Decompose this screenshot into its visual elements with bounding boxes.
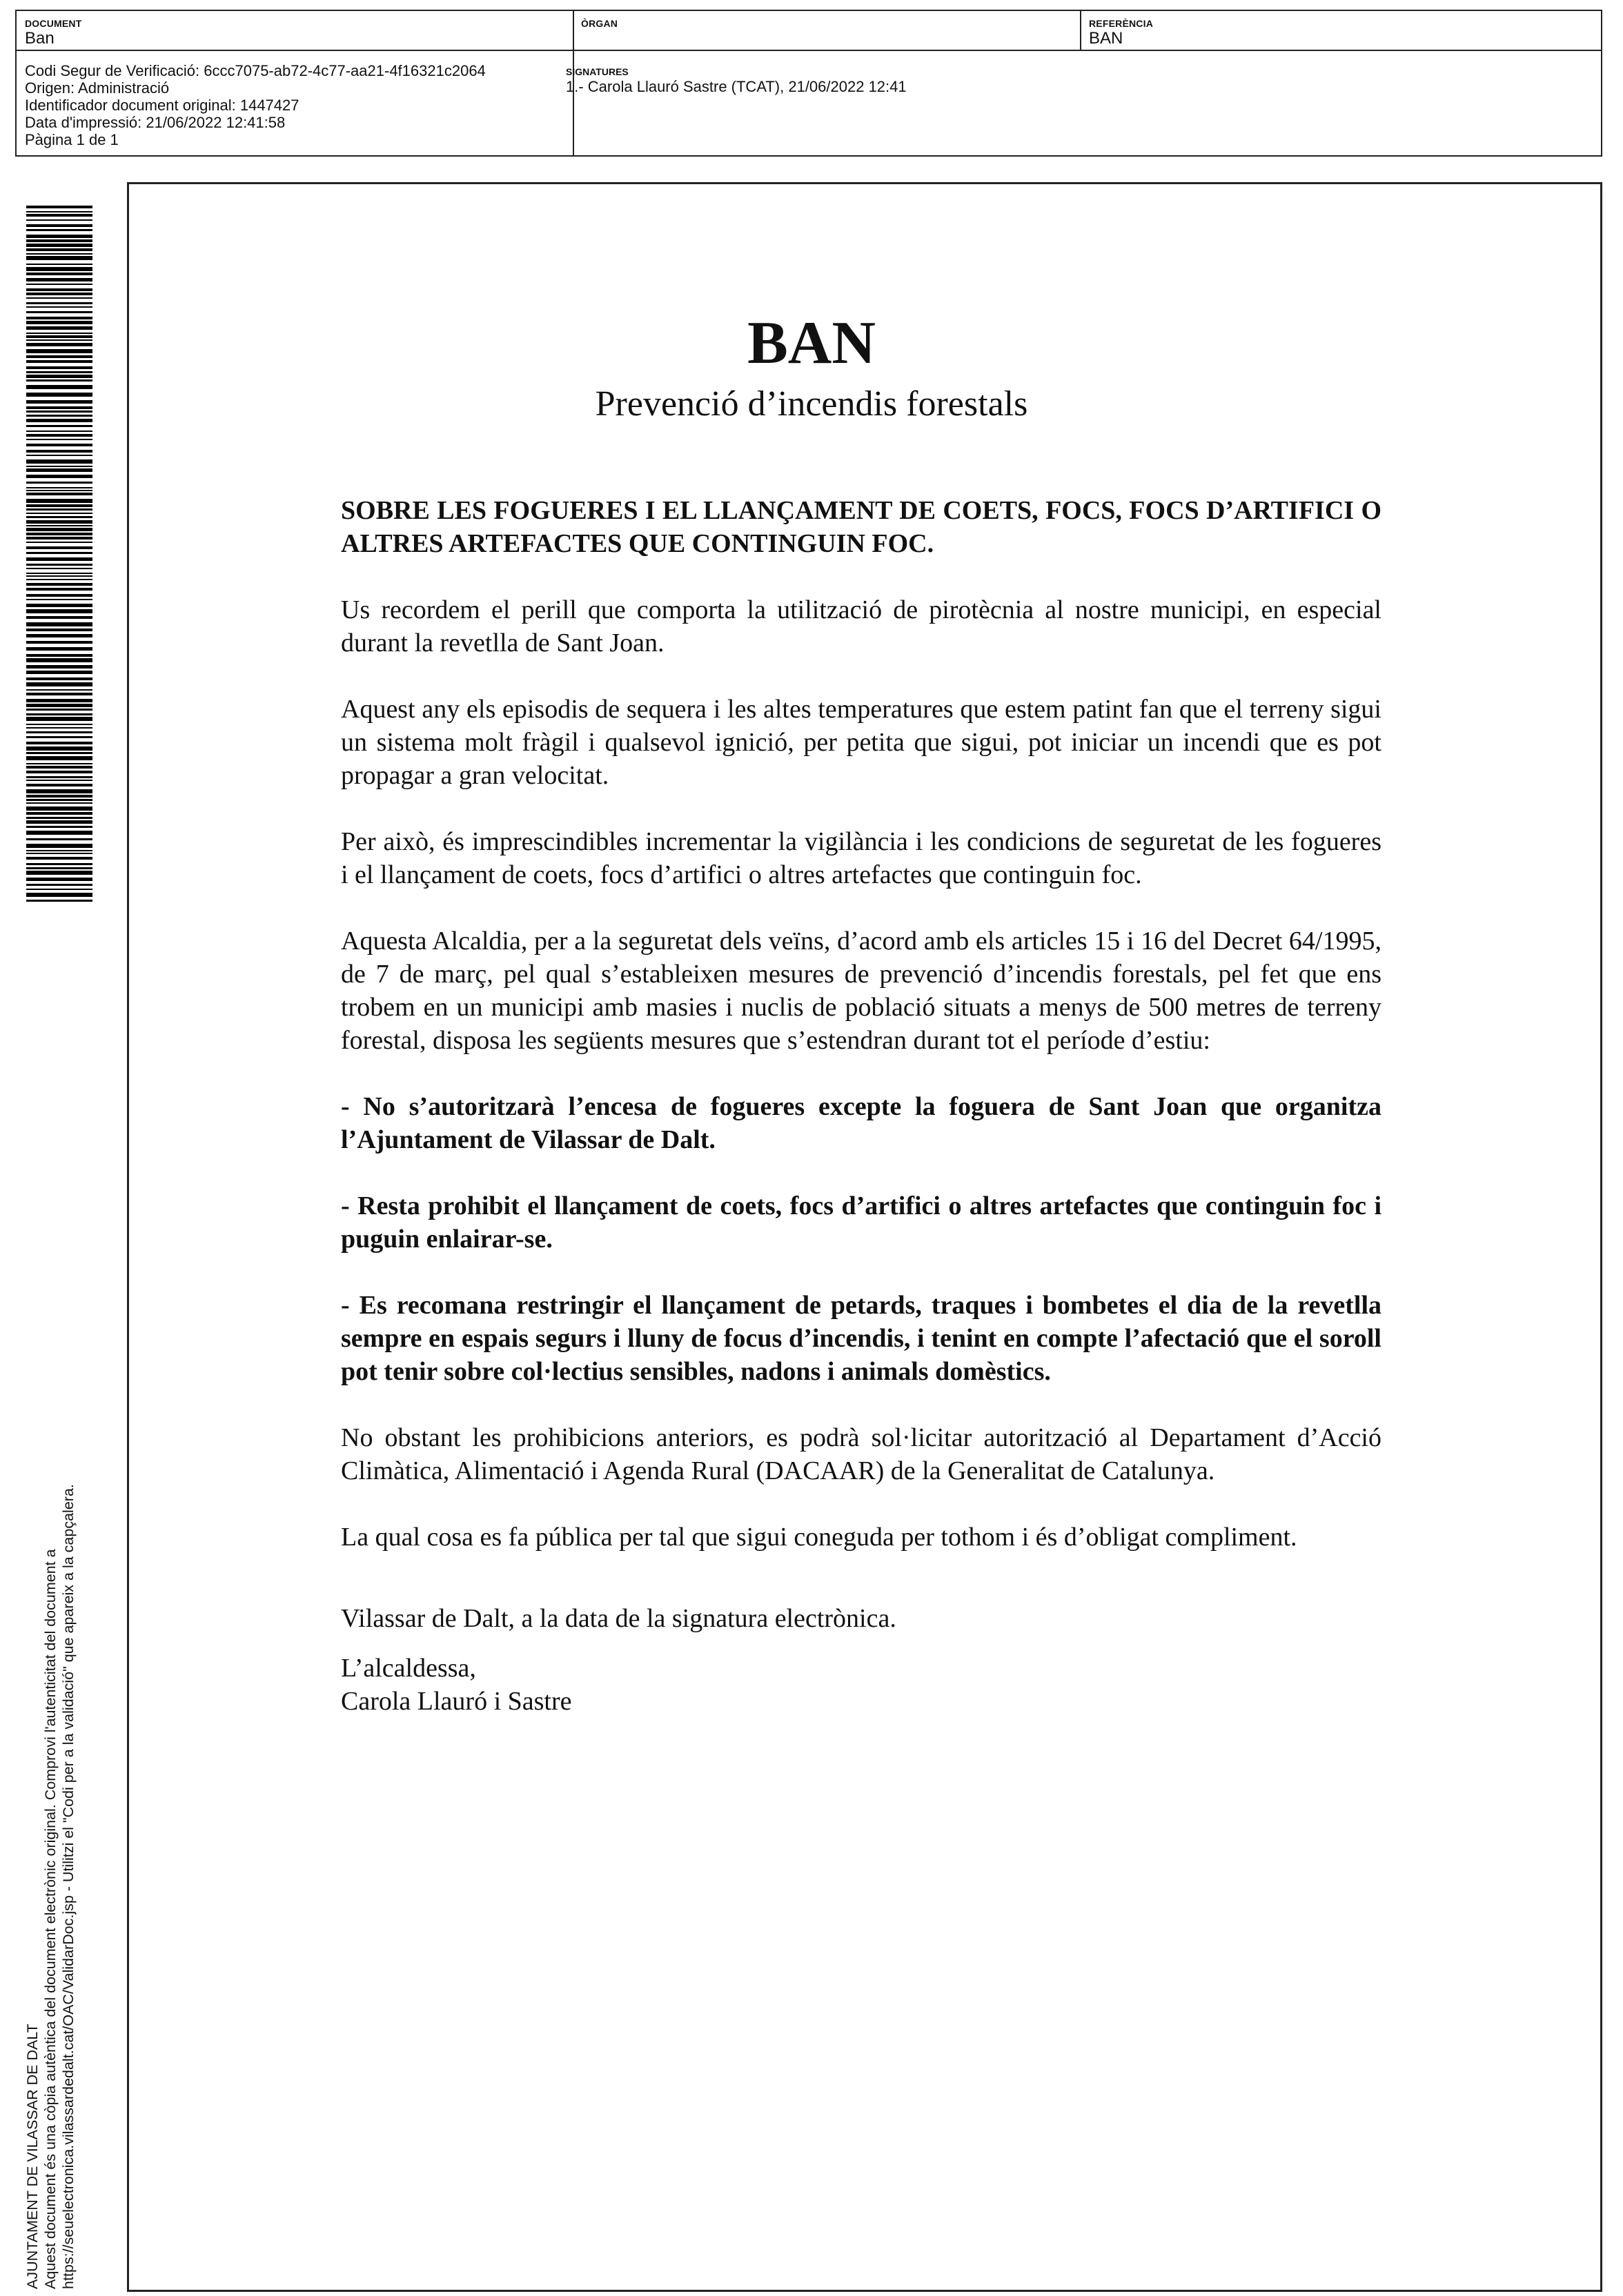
barcode-bar <box>26 900 92 902</box>
barcode-bar <box>26 379 92 382</box>
barcode-bar <box>26 704 92 707</box>
barcode-bar <box>26 579 92 580</box>
barcode-bar <box>26 583 92 586</box>
barcode-bar <box>26 654 92 657</box>
barcode-bar <box>26 253 92 255</box>
verification-code: Codi Segur de Verificació: 6ccc7075-ab72-4c77-aa21-4f16321c2064 <box>25 62 486 79</box>
side-text-line: https://seuelectronica.vilassardedalt.cat/OAC/ValidarDoc.jsp - Utilitzi el "Codi per a la validació" que apareix a la capçalera. <box>60 1484 77 2289</box>
place-date: Vilassar de Dalt, a la data de la signatura electrònica. <box>341 1604 896 1633</box>
barcode-bar <box>26 831 92 835</box>
barcode-bar <box>26 763 92 764</box>
barcode-bar <box>26 699 92 702</box>
referencia-value: BAN <box>1089 29 1123 48</box>
header-divider <box>17 50 1601 51</box>
barcode-bar <box>26 516 92 518</box>
measure-item: - Es recomana restringir el llançament de petards, traques i bombetes el dia de la revetlla sempre en espais segurs i lluny de focus d’incendis, i tenint en compte l’afectació que el soroll pot tenir sobre col·lectius sensibles, nadons i animals domèstics. <box>341 1291 1381 1386</box>
barcode-bar <box>26 746 92 751</box>
barcode-bar <box>26 520 92 524</box>
barcode-bar <box>26 867 92 869</box>
page-count: Pàgina 1 de 1 <box>25 131 119 148</box>
barcode-bar <box>26 439 92 440</box>
barcode-bar <box>26 820 92 824</box>
barcode-bar <box>26 641 92 644</box>
barcode-bar <box>26 771 92 773</box>
barcode-bar <box>26 752 92 754</box>
barcode-bar <box>26 693 92 695</box>
barcode-bar <box>26 278 92 281</box>
signer-role: L’alcaldessa, <box>341 1654 476 1683</box>
verification-metadata <box>25 62 486 148</box>
barcode-bar <box>26 244 92 247</box>
paragraph: Aquesta Alcaldia, per a la seguretat dels veïns, d’acord amb els articles 15 i 16 del Decret 64/1995, de 7 de març, pel qual s’estableixen mesures de prevenció d’incendis forestals, pel fet que ens trobem en un municipi amb masies i nuclis de població situats a menys de 500 metres de terreny forestal, disposa les següents mesures que s’estendran durant tot el període d’estiu: <box>341 927 1381 1055</box>
paragraph: La qual cosa es fa pública per tal que sigui coneguda per tothom i és d’obligat compliment. <box>341 1523 1297 1552</box>
barcode-bar <box>26 853 92 854</box>
barcode-bar <box>26 665 92 669</box>
document-label: DOCUMENT <box>25 18 82 29</box>
side-validation-text <box>23 1309 77 2289</box>
barcode-bar <box>26 871 92 875</box>
barcode-bar <box>26 573 92 574</box>
barcode-bar <box>26 487 92 488</box>
section-heading: SOBRE LES FOGUERES I EL LLANÇAMENT DE COETS, FOCS, FOCS D’ARTIFICI O ALTRES ARTEFACTES QUE CONTINGUIN FOC. <box>341 496 1381 558</box>
barcode-bar <box>26 214 92 217</box>
barcode-bar <box>26 616 92 619</box>
header-divider <box>1080 11 1081 50</box>
paragraph: Per això, és imprescindibles incrementar la vigilància i les condicions de seguretat de les fogueres i el llançament de coets, focs d’artifici o altres artefactes que continguin foc. <box>341 827 1381 889</box>
barcode-bar <box>26 525 92 526</box>
barcode-bar <box>26 533 92 535</box>
barcode-bar <box>26 893 92 897</box>
barcode-bar <box>26 594 92 597</box>
barcode-bar <box>26 235 92 238</box>
side-text-line: Aquest document és una còpia autèntica del document electrònic original. Comprovi l'autenticitat del document a <box>42 1549 59 2289</box>
barcode-bar <box>26 806 92 811</box>
barcode-bar <box>26 288 92 291</box>
signatures-value: 1.- Carola Llauró Sastre (TCAT), 21/06/2022 12:41 <box>566 78 907 95</box>
barcode-bar <box>26 802 92 804</box>
barcode-bar <box>26 490 92 491</box>
barcode-bar <box>26 682 92 686</box>
organ-label: ÒRGAN <box>581 18 618 29</box>
barcode-bar <box>26 297 92 299</box>
barcode-bar <box>26 211 92 212</box>
barcode-bar <box>26 736 92 738</box>
origin: Origen: Administració <box>25 79 170 97</box>
barcode-bar <box>26 219 92 221</box>
barcode-bar <box>26 493 92 495</box>
barcode-bar <box>26 508 92 511</box>
barcode-bar <box>26 455 92 456</box>
barcode-bar <box>26 434 92 437</box>
barcode-bar <box>26 857 92 860</box>
barcode-bar <box>26 564 92 566</box>
barcode-bar <box>26 731 92 733</box>
print-date: Data d'impressió: 21/06/2022 12:41:58 <box>25 114 286 131</box>
barcode-bar <box>26 724 92 725</box>
barcode-bar <box>26 542 92 543</box>
barcode-bar <box>26 784 92 786</box>
barcode-bar <box>26 884 92 886</box>
paragraph: Aquest any els episodis de sequera i les altes temperatures que estem patint fan que el terreny sigui un sistema molt fràgil i qualsevol ignició, per petita que sigui, pot iniciar un incendi que es pot propagar a gran velocitat. <box>341 695 1381 790</box>
barcode-bar <box>26 546 92 549</box>
barcode-bar <box>26 817 92 819</box>
barcode-bar <box>26 780 92 781</box>
referencia-label: REFERÈNCIA <box>1089 18 1154 29</box>
barcode-bar <box>26 844 92 848</box>
barcode-bar <box>26 475 92 478</box>
barcode-bar <box>26 229 92 231</box>
barcode-bar <box>26 599 92 600</box>
paragraph: Us recordem el perill que comporta la utilització de pirotècnia al nostre municipi, en especial durant la revetlla de Sant Joan. <box>341 595 1381 657</box>
barcode-bar <box>26 568 92 569</box>
barcode-bar <box>26 677 92 680</box>
measure-item: - No s’autoritzarà l’encesa de fogueres excepte la foguera de Sant Joan que organitza l’Ajuntament de Vilassar de Dalt. <box>341 1092 1381 1154</box>
barcode-bar <box>26 513 92 514</box>
barcode-bar <box>26 239 92 242</box>
barcode-bar <box>26 528 92 531</box>
document-subtitle: Prevenció d’incendis forestals <box>595 384 1028 424</box>
barcode-bar <box>26 756 92 760</box>
barcode-bar <box>26 647 92 651</box>
barcode-bar <box>26 766 92 769</box>
barcode-bar <box>26 789 92 793</box>
barcode-bar <box>26 267 92 271</box>
barcode-bar <box>26 727 92 729</box>
barcode-bar <box>26 557 92 561</box>
barcode-bar <box>26 537 92 540</box>
barcode-bar <box>26 459 92 464</box>
barcode-bar <box>26 450 92 453</box>
barcode-bar <box>26 795 92 798</box>
barcode-bar <box>26 588 92 591</box>
original-document-id: Identificador document original: 1447427 <box>25 97 299 114</box>
barcode-bar <box>26 709 92 711</box>
barcode-bar <box>26 248 92 251</box>
barcode-bar <box>26 302 92 304</box>
barcode-bar <box>26 499 92 503</box>
barcode-bar <box>26 629 92 631</box>
document-body <box>341 494 1381 1718</box>
barcode-bar <box>26 717 92 721</box>
barcode-bar <box>26 878 92 881</box>
barcode-bar <box>26 799 92 801</box>
barcode-bar <box>26 658 92 662</box>
barcode-bar <box>26 742 92 744</box>
barcode-bar <box>26 482 92 484</box>
barcode-bar <box>26 634 92 637</box>
barcode-bar <box>26 284 92 285</box>
barcode-bar <box>26 224 92 227</box>
barcode-bar <box>26 466 92 467</box>
barcode-bar <box>26 889 92 890</box>
barcode-bar <box>26 863 92 865</box>
barcode-bar <box>26 444 92 446</box>
barcode-bar <box>26 826 92 828</box>
barcode-bar <box>26 552 92 554</box>
document-value: Ban <box>25 29 55 48</box>
paragraph: No obstant les prohibicions anteriors, es podrà sol·licitar autorització al Departament d’Acció Climàtica, Alimentació i Agenda Rural (DACAAR) de la Generalitat de Catalunya. <box>341 1423 1381 1485</box>
barcode-bar <box>26 604 92 607</box>
barcode-bar <box>26 776 92 778</box>
barcode-bar <box>26 504 92 507</box>
side-text-line: AJUNTAMENT DE VILASSAR DE DALT <box>24 2023 41 2289</box>
barcode-bar <box>26 256 92 260</box>
barcode-bar <box>26 812 92 815</box>
signatures-label: SIGNATURES <box>566 66 629 77</box>
barcode-bar <box>26 689 92 691</box>
barcode-bar <box>26 468 92 472</box>
barcode-bar <box>26 575 92 577</box>
signer-name: Carola Llauró i Sastre <box>341 1687 572 1716</box>
barcode-bar <box>26 609 92 613</box>
barcode-bar <box>26 425 92 427</box>
barcode-bar <box>26 622 92 626</box>
document-header-table <box>15 10 1602 157</box>
barcode-bar <box>26 206 92 208</box>
barcode-bar <box>26 264 92 265</box>
document-title: BAN <box>747 310 876 377</box>
barcode-bar <box>26 850 92 851</box>
measure-item: - Resta prohibit el llançament de coets, focs d’artifici o altres artefactes que continguin foc i puguin enlairar-se. <box>341 1191 1381 1254</box>
barcode-bar <box>26 273 92 275</box>
barcode-bar <box>26 306 92 308</box>
barcode-bar <box>26 430 92 432</box>
barcode-bar <box>26 293 92 295</box>
barcode-bar <box>26 671 92 674</box>
barcode-bar <box>26 838 92 840</box>
barcode-bar <box>26 713 92 715</box>
